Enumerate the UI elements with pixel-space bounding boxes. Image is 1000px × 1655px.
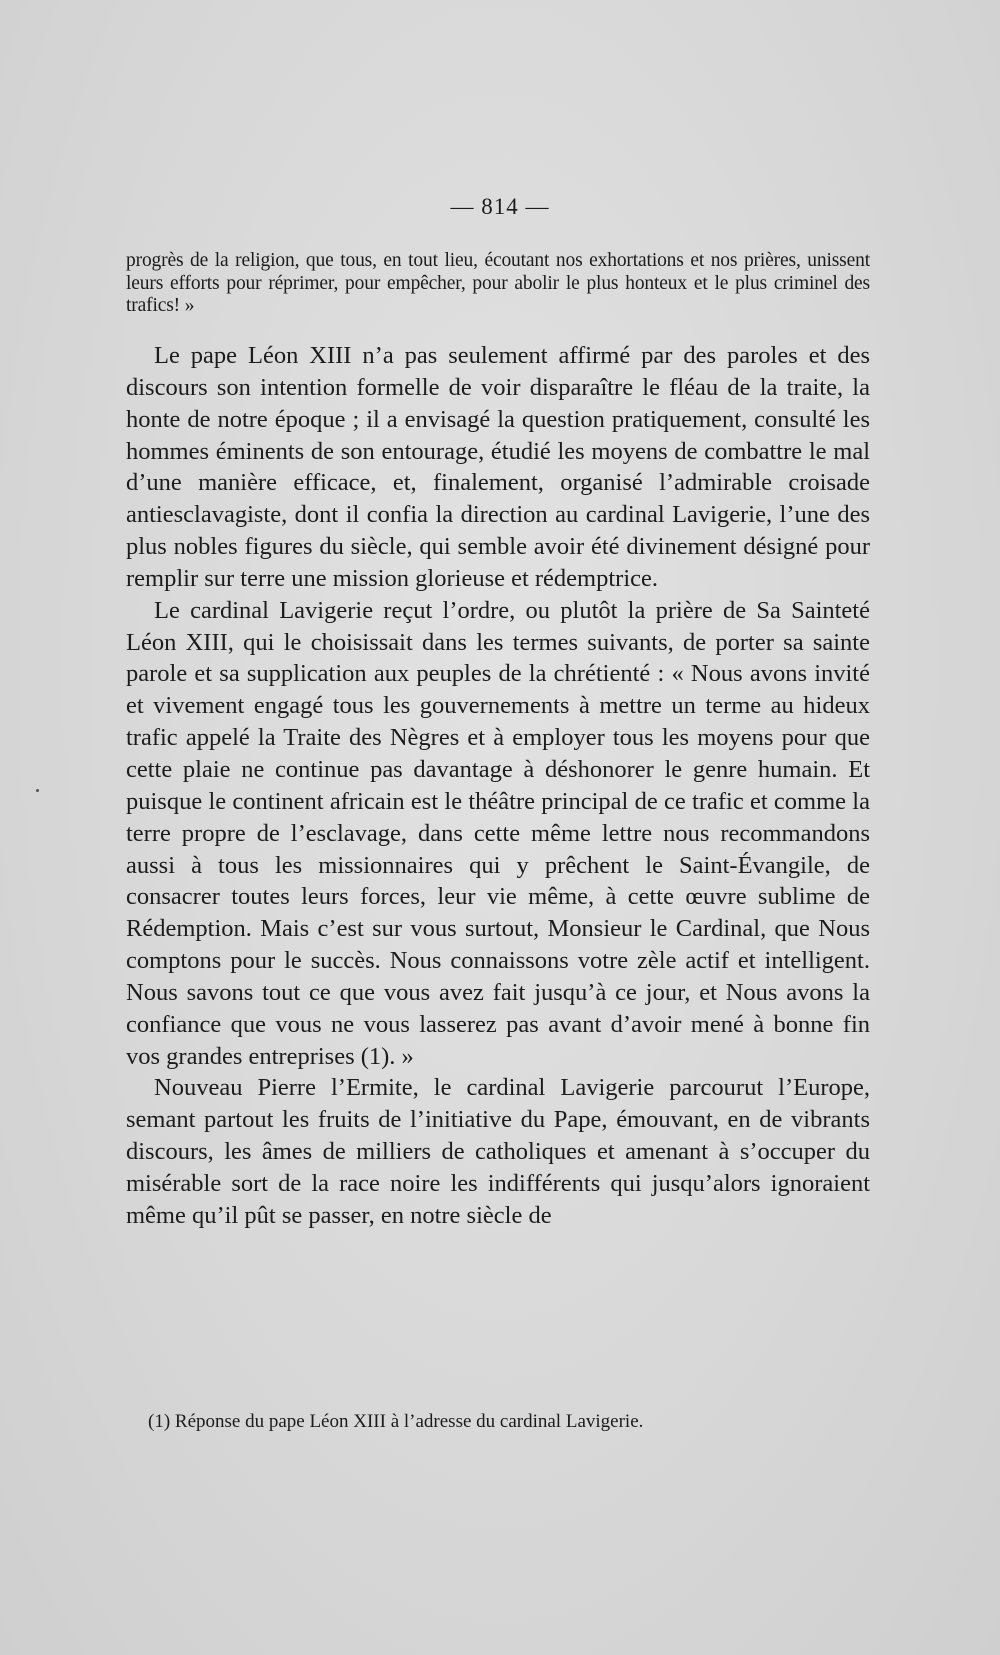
page-number: — 814 — (450, 194, 550, 219)
paragraph-1: Le pape Léon XIII n’a pas seulement affirmé par des paroles et des discours son intention formelle de voir disparaître le fléau de la traite, la honte de notre époque ; il a envisagé la question pratiquement, consulté les hommes éminents de son entourage, étudié les moyens de combattre le mal d’une manière efficace, et, finalement, organisé l’admirable croisade antiesclavagiste, dont il confia la direction au cardinal Lavigerie, l’une des plus nobles figures du siècle, qui semble avoir été divinement désigné pour remplir sur terre une mission glorieuse et rédemptrice. (126, 342, 870, 592)
quote-continuation (126, 250, 870, 318)
scan-speck (36, 789, 39, 792)
footnote: (1) Réponse du pape Léon XIII à l’adresse du cardinal Lavigerie. (148, 1411, 644, 1432)
paragraph-2: Le cardinal Lavigerie reçut l’ordre, ou plutôt la prière de Sa Sainteté Léon XIII, qui le choisissait dans les termes suivants, de porter sa sainte parole et sa supplication aux peuples de la chrétienté : « Nous avons invité et vivement engagé tous les gouvernements à mettre un terme au hideux trafic appelé la Traite des Nègres et à employer tous les moyens pour que cette plaie ne continue pas davantage à déshonorer le genre humain. Et puisque le continent africain est le théâtre principal de ce trafic et comme la terre propre de l’esclavage, dans cette même lettre nous recommandons aussi à tous les missionnaires qui y prêchent le Saint-Évangile, de consacrer toutes leurs forces, leur vie même, à cette œuvre sublime de Rédemption. Mais c’est sur vous surtout, Monsieur le Cardinal, que Nous comptons pour le succès. Nous connaissons votre zèle actif et intelligent. Nous savons tout ce que vous avez fait jusqu’à ce jour, et Nous avons la confiance que vous ne vous lasserez pas avant d’avoir mené à bonne fin vos grandes entreprises (1). » (126, 596, 870, 1070)
quote-continuation-text: progrès de la religion, que tous, en tout lieu, écoutant nos exhortations et nos prières, unissent leurs efforts pour réprimer, pour empêcher, pour abolir le plus honteux et le plus criminel des trafics! » (126, 250, 870, 316)
body-text (126, 340, 870, 1232)
paragraph-3: Nouveau Pierre l’Ermite, le cardinal Lavigerie parcourut l’Europe, semant partout les fruits de l’initiative du Pape, émouvant, en de vibrants discours, les âmes de milliers de catholiques et amenant à s’occuper du misérable sort de la race noire les indifférents qui jusqu’alors ignoraient même qu’il pût se passer, en notre siècle de (126, 1074, 870, 1229)
